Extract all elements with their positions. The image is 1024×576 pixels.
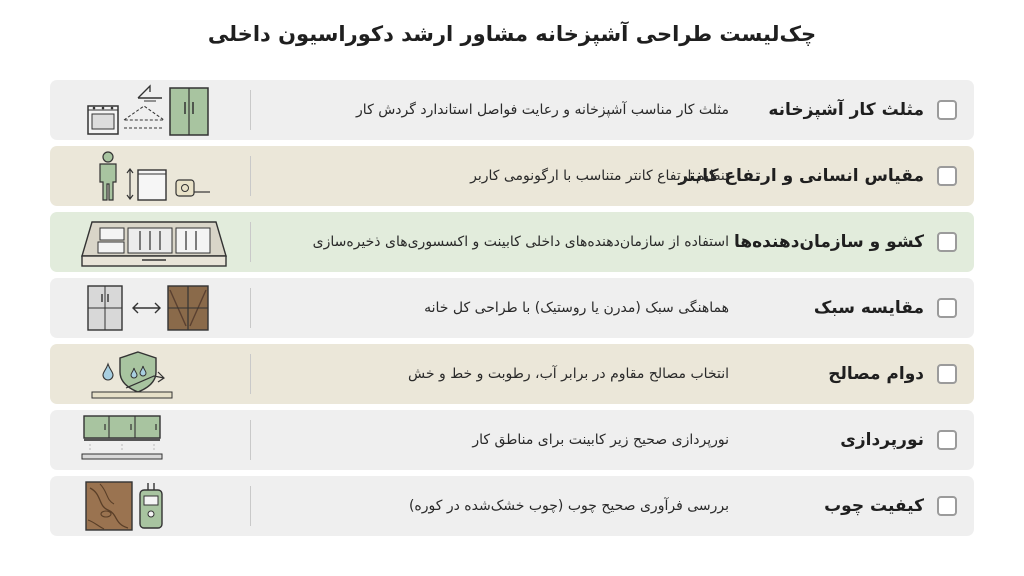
item-label: دوام مصالح: [828, 364, 924, 384]
checkbox[interactable]: [937, 100, 957, 120]
item-label: مثلث کار آشپزخانه: [768, 100, 924, 120]
divider: [250, 90, 251, 130]
water-resistant-shield-icon: [78, 348, 238, 400]
divider: [250, 288, 251, 328]
item-label: کیفیت چوب: [824, 496, 924, 516]
item-description: استفاده از سازمان‌دهنده‌های داخلی کابینت و اکسسوری‌های ذخیره‌سازی: [312, 234, 729, 250]
item-description: نورپردازی صحیح زیر کابینت برای مناطق کار: [472, 432, 729, 448]
divider: [250, 222, 251, 262]
checklist-row: [50, 212, 974, 272]
item-label: نورپردازی: [840, 430, 924, 450]
item-description: هماهنگی سبک (مدرن یا روستیک) با طراحی کل خانه: [424, 300, 729, 316]
checkbox[interactable]: [937, 166, 957, 186]
divider: [250, 156, 251, 196]
item-description: بررسی فرآوری صحیح چوب (چوب خشک‌شده در کوره): [408, 498, 729, 514]
kitchen-work-triangle-icon: [78, 84, 238, 136]
drawer-organizer-icon: [78, 216, 238, 268]
checklist-row: [50, 278, 974, 338]
checklist: [50, 80, 974, 542]
item-label: مقیاس انسانی و ارتفاع کانتر: [678, 166, 924, 186]
divider: [250, 420, 251, 460]
human-scale-counter-icon: [78, 150, 238, 202]
page-title: چک‌لیست طراحی آشپزخانه مشاور ارشد دکوراسیون داخلی: [207, 22, 817, 46]
checkbox[interactable]: [937, 364, 957, 384]
wood-moisture-meter-icon: [78, 480, 238, 532]
style-comparison-icon: [78, 282, 238, 334]
checklist-row: [50, 344, 974, 404]
checklist-row: [50, 146, 974, 206]
item-label: مقایسه سبک: [813, 298, 924, 318]
checkbox[interactable]: [937, 496, 957, 516]
checkbox[interactable]: [937, 298, 957, 318]
checkbox[interactable]: [937, 430, 957, 450]
item-description: مثلث کار مناسب آشپزخانه و رعایت فواصل استاندارد گردش کار: [356, 102, 729, 118]
item-description: انتخاب مصالح مقاوم در برابر آب، رطوبت و خط و خش: [408, 366, 729, 382]
item-description: تنظیم ارتفاع کانتر متناسب با ارگونومی کاربر: [470, 168, 729, 184]
checkbox[interactable]: [937, 232, 957, 252]
divider: [250, 354, 251, 394]
checklist-row: [50, 410, 974, 470]
item-label: کشو و سازمان‌دهنده‌ها: [733, 232, 924, 252]
under-cabinet-lighting-icon: [78, 414, 238, 466]
checklist-row: [50, 476, 974, 536]
checklist-row: [50, 80, 974, 140]
divider: [250, 486, 251, 526]
